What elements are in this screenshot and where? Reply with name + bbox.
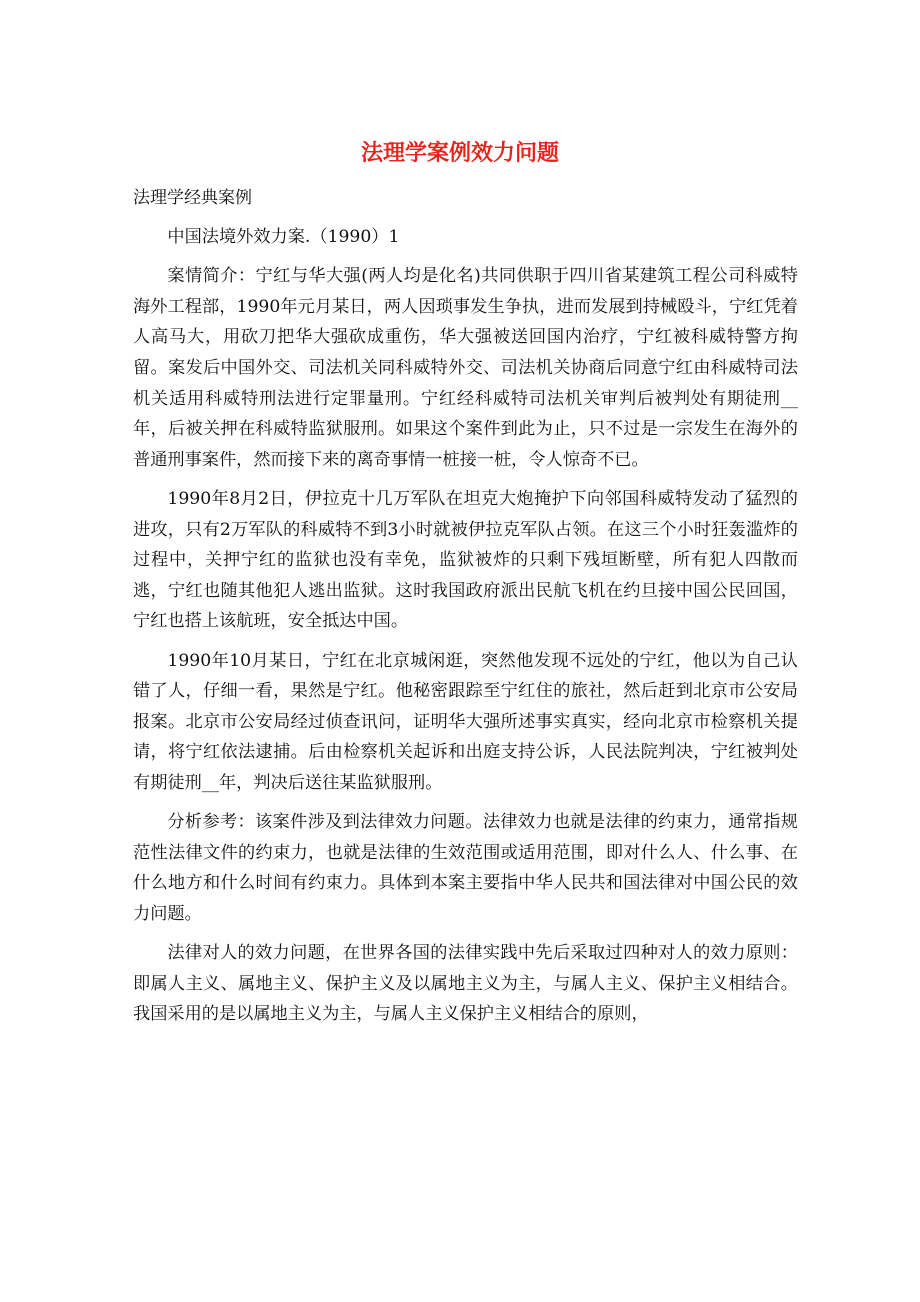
paragraph-analysis: 分析参考：该案件涉及到法律效力问题。法律效力也就是法律的约束力，通常指规范性法律文件的约束力，也就是法律的生效范围或适用范围，即对什么人、什么事、在什么地方和什么时间有约束力。具体到本案主要指中华人民共和国法律对中国公民的效力问题。: [133, 812, 798, 924]
paragraph-case-heading: 中国法境外效力案.（1990）1: [167, 227, 400, 247]
document-subtitle: 法理学经典案例: [133, 188, 252, 208]
document-body: [133, 222, 798, 1038]
paragraph-case-summary: 案情简介：宁红与华大强(两人均是化名)共同供职于四川省某建筑工程公司科威特海外工程部，1990年元月某日，两人因琐事发生争执，进而发展到持械殴斗，宁红凭着人高马大，用砍刀把华大强砍成重伤，华大强被送回国内治疗，宁红被科威特警方拘留。案发后中国外交、司法机关同科威特外交、司法机关协商后同意宁红由科威特司法机关适用科威特刑法进行定罪量刑。宁红经科威特司法机关审判后被判处有期徒刑__年，后被关押在科威特监狱服刑。如果这个案件到此为止，只不过是一宗发生在海外的普通刑事案件，然而接下来的离奇事情一桩接一桩，令人惊奇不已。: [133, 266, 798, 470]
paragraph-personal-effect: 法律对人的效力问题，在世界各国的法律实践中先后采取过四种对人的效力原则：即属人主义、属地主义、保护主义及以属地主义为主，与属人主义、保护主义相结合。我国采用的是以属地主义为主，与属人主义保护主义相结合的原则，: [133, 943, 798, 1025]
document-title: 法理学案例效力问题: [360, 140, 559, 166]
paragraph-iraq-invasion: 1990年8月2日，伊拉克十几万军队在坦克大炮掩护下向邻国科威特发动了猛烈的进攻，只有2万军队的科威特不到3小时就被伊拉克军队占领。在这三个小时狂轰滥炸的过程中，关押宁红的监狱也没有幸免，监狱被炸的只剩下残垣断壁，所有犯人四散而逃，宁红也随其他犯人逃出监狱。这时我国政府派出民航飞机在约旦接中国公民回国，宁红也搭上该航班，安全抵达中国。: [133, 488, 798, 632]
paragraph-beijing-arrest: 1990年10月某日，宁红在北京城闲逛，突然他发现不远处的宁红，他以为自己认错了人，仔细一看，果然是宁红。他秘密跟踪至宁红住的旅社，然后赶到北京市公安局报案。北京市公安局经过侦查讯问，证明华大强所述事实真实，经向北京市检察机关提请，将宁红依法逮捕。后由检察机关起诉和出庭支持公诉，人民法院判决，宁红被判处有期徒刑__年，判决后送往某监狱服刑。: [133, 650, 798, 793]
